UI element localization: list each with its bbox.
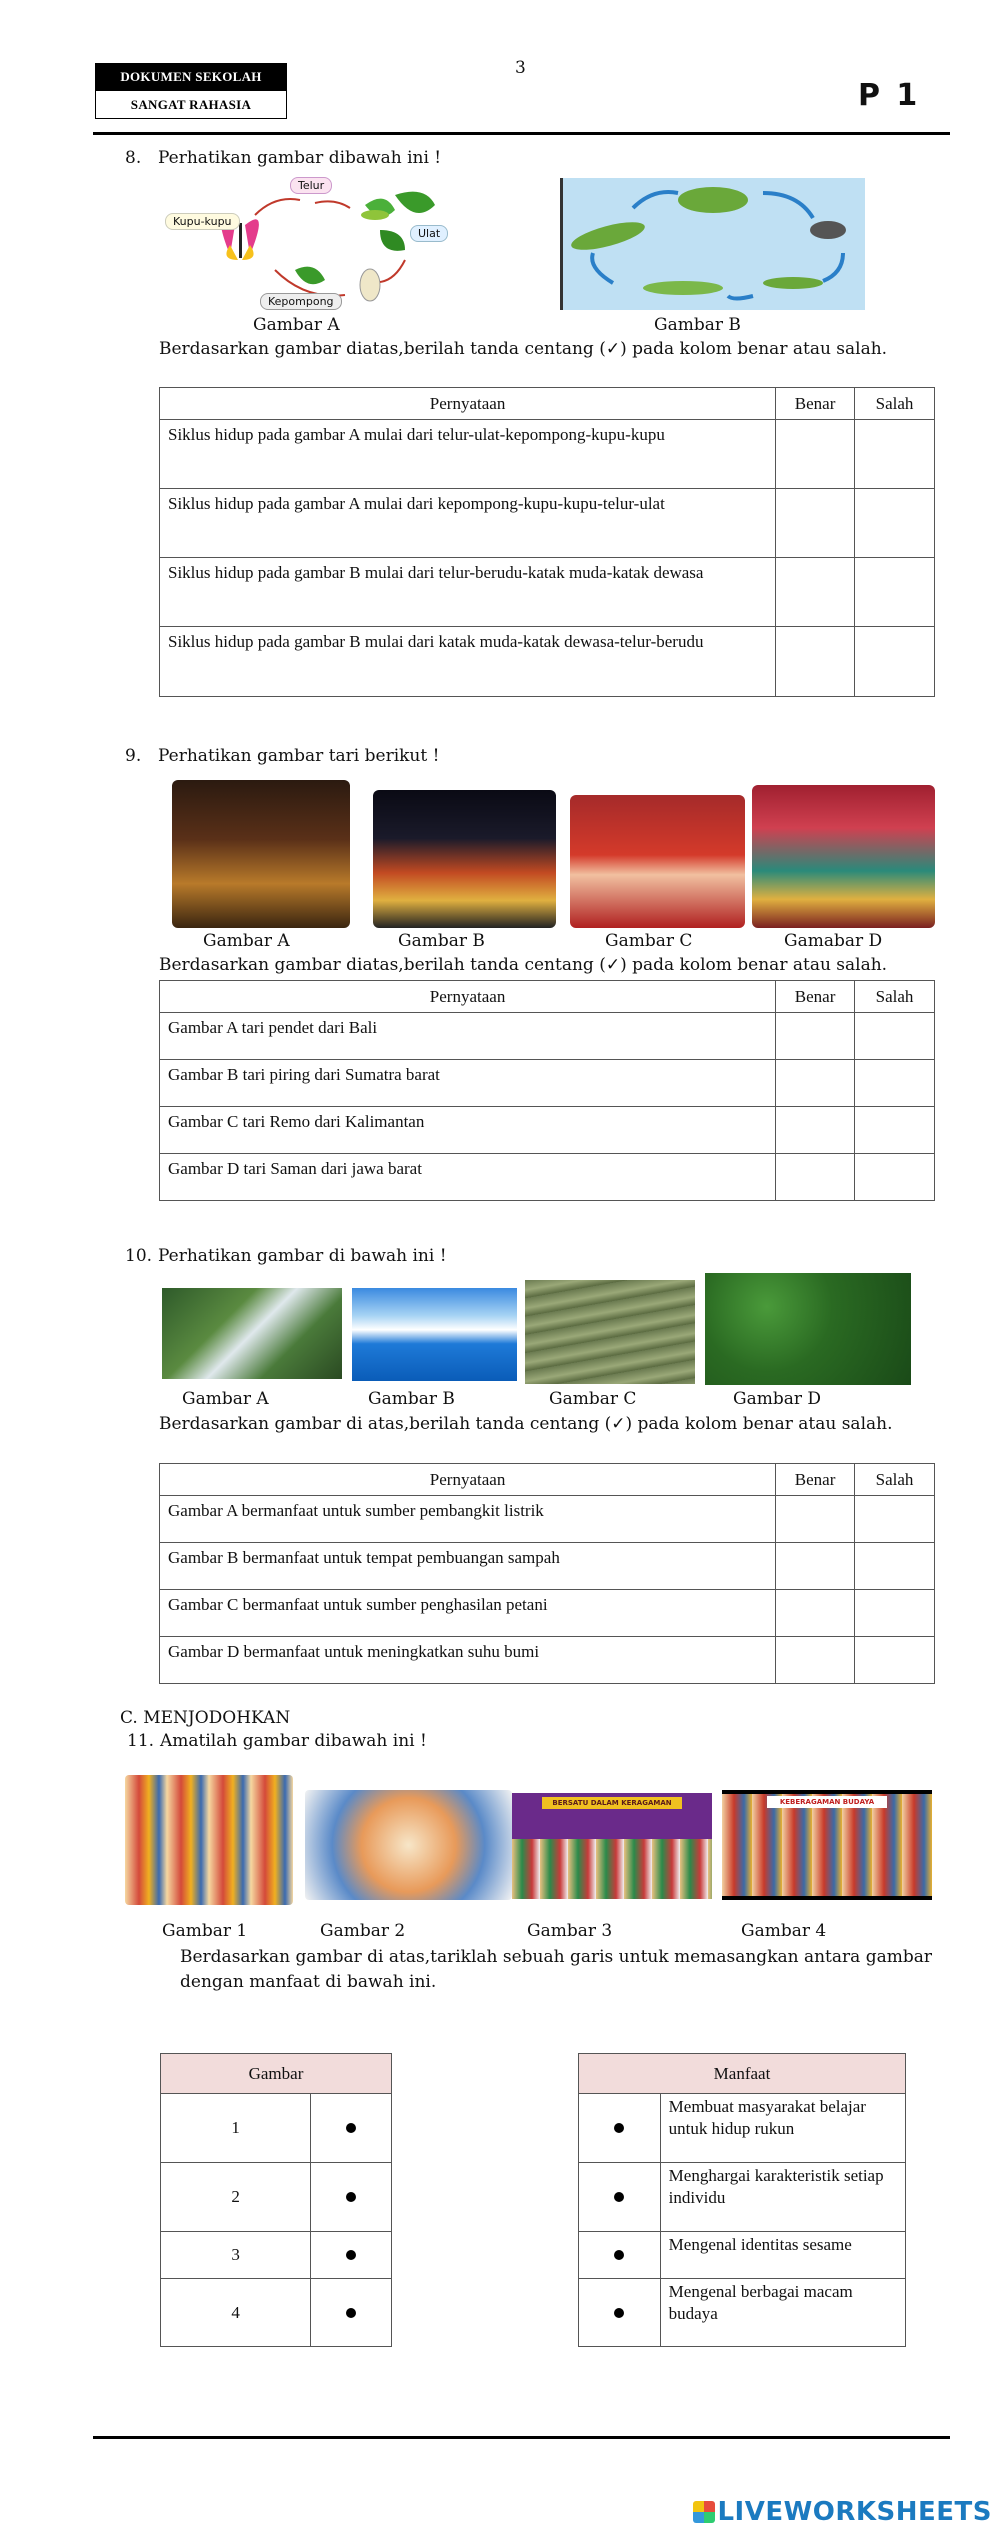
document-code: P 1 [858, 78, 921, 113]
frog-lifecycle-diagram [560, 178, 865, 310]
table-row [160, 1107, 935, 1154]
rice-terrace-photo [525, 1280, 695, 1384]
dance-photo-a [172, 780, 350, 928]
gambar-number: 1 [161, 2094, 311, 2163]
question-number: 10. [125, 1246, 153, 1266]
dot-icon [614, 2123, 624, 2133]
caption-gambar-a: Gambar A [203, 931, 290, 951]
stamp-bottom: SANGAT RAHASIA [96, 91, 286, 118]
caption-gambar-d: Gambar D [733, 1389, 822, 1409]
table-row [579, 2279, 906, 2347]
liveworksheets-logo [693, 2497, 992, 2527]
question-9 [125, 746, 439, 766]
question-text: Perhatikan gambar di bawah ini ! [158, 1246, 447, 1266]
manfaat-text: Membuat masyarakat belajar untuk hidup rukun [660, 2094, 905, 2163]
salah-checkbox[interactable] [855, 1496, 935, 1543]
matching-table-manfaat [578, 2053, 906, 2347]
question-number: 11. [127, 1731, 155, 1751]
question-text: Amatilah gambar dibawah ini ! [160, 1731, 427, 1751]
footer-rule [93, 2436, 950, 2439]
question-number: 9. [125, 746, 142, 766]
manfaat-text: Menghargai karakteristik setiap individu [660, 2163, 905, 2232]
table-row [160, 489, 935, 558]
header-pernyataan: Pernyataan [160, 388, 776, 420]
salah-checkbox[interactable] [855, 1590, 935, 1637]
salah-checkbox[interactable] [855, 1543, 935, 1590]
header-salah: Salah [855, 981, 935, 1013]
benar-checkbox[interactable] [776, 558, 855, 627]
header-rule [93, 132, 950, 135]
match-dot-right[interactable] [579, 2094, 661, 2163]
header-salah: Salah [855, 1464, 935, 1496]
caption-gambar-1: Gambar 1 [162, 1921, 248, 1941]
salah-checkbox[interactable] [855, 1637, 935, 1684]
statement-table-q10 [159, 1463, 935, 1684]
caption-gambar-4: Gambar 4 [741, 1921, 827, 1941]
table-row [579, 2094, 906, 2163]
gambar-header: Gambar [161, 2054, 392, 2094]
gambar-2-picture [305, 1790, 512, 1900]
benar-checkbox[interactable] [776, 627, 855, 697]
question-10 [125, 1246, 447, 1266]
gambar-1-picture [125, 1775, 293, 1905]
stamp-top: DOKUMEN SEKOLAH [96, 64, 286, 91]
statement-cell: Siklus hidup pada gambar A mulai dari kepompong-kupu-kupu-telur-ulat [160, 489, 776, 558]
caption-gambar-a: Gambar A [182, 1389, 269, 1409]
banner-text: BERSATU DALAM KERAGAMAN [542, 1797, 682, 1809]
manfaat-header: Manfaat [579, 2054, 906, 2094]
statement-table-q9 [159, 980, 935, 1201]
statement-cell: Gambar C bermanfaat untuk sumber penghasilan petani [160, 1590, 776, 1637]
table-row [160, 420, 935, 489]
salah-checkbox[interactable] [855, 1107, 935, 1154]
caption-gambar-b: Gambar B [654, 315, 741, 335]
header-pernyataan: Pernyataan [160, 981, 776, 1013]
logo-text: LIVEWORKSHEETS [717, 2497, 992, 2527]
table-row [160, 1590, 935, 1637]
header-salah: Salah [855, 388, 935, 420]
gambar-number: 2 [161, 2163, 311, 2232]
table-row [160, 1496, 935, 1543]
header-benar: Benar [776, 388, 855, 420]
matching-table-gambar [160, 2053, 392, 2347]
question-text: Perhatikan gambar dibawah ini ! [158, 148, 442, 168]
section-c-title: C. MENJODOHKAN [120, 1708, 291, 1728]
caption-gambar-3: Gambar 3 [527, 1921, 613, 1941]
gambar-4-picture [722, 1790, 932, 1900]
statement-cell: Gambar B bermanfaat untuk tempat pembuangan sampah [160, 1543, 776, 1590]
salah-checkbox[interactable] [855, 420, 935, 489]
table-row [160, 1154, 935, 1201]
dance-photo-d [752, 785, 935, 928]
statement-cell: Siklus hidup pada gambar A mulai dari telur-ulat-kepompong-kupu-kupu [160, 420, 776, 489]
statement-cell: Gambar B tari piring dari Sumatra barat [160, 1060, 776, 1107]
match-dot-left[interactable] [311, 2232, 392, 2279]
instruction-q11-line1: Berdasarkan gambar di atas,tariklah sebuah garis untuk memasangkan antara gambar [180, 1947, 932, 1967]
benar-checkbox[interactable] [776, 1496, 855, 1543]
match-dot-right[interactable] [579, 2232, 661, 2279]
benar-checkbox[interactable] [776, 1637, 855, 1684]
table-row [160, 1060, 935, 1107]
logo-icon [693, 2501, 715, 2523]
page-number: 3 [515, 58, 526, 78]
instruction-q8: Berdasarkan gambar diatas,berilah tanda centang (✓) pada kolom benar atau salah. [159, 339, 888, 359]
salah-checkbox[interactable] [855, 1013, 935, 1060]
match-dot-left[interactable] [311, 2279, 392, 2347]
caption-gambar-2: Gambar 2 [320, 1921, 406, 1941]
statement-table-q8 [159, 387, 935, 697]
caption-gambar-c: Gambar C [549, 1389, 637, 1409]
benar-checkbox[interactable] [776, 1013, 855, 1060]
match-dot-left[interactable] [311, 2094, 392, 2163]
table-row [161, 2232, 392, 2279]
benar-checkbox[interactable] [776, 420, 855, 489]
caption-gambar-b: Gambar B [368, 1389, 455, 1409]
statement-cell: Gambar D tari Saman dari jawa barat [160, 1154, 776, 1201]
statement-cell: Gambar C tari Remo dari Kalimantan [160, 1107, 776, 1154]
table-row [160, 627, 935, 697]
table-row [579, 2163, 906, 2232]
statement-cell: Gambar D bermanfaat untuk meningkatkan suhu bumi [160, 1637, 776, 1684]
label-ulat: Ulat [410, 225, 448, 242]
dot-icon [346, 2123, 356, 2133]
match-dot-left[interactable] [311, 2163, 392, 2232]
dot-icon [614, 2250, 624, 2260]
benar-checkbox[interactable] [776, 489, 855, 558]
dot-icon [614, 2192, 624, 2202]
dance-photo-c [570, 795, 745, 928]
salah-checkbox[interactable] [855, 489, 935, 558]
forest-photo [705, 1273, 911, 1385]
table-row [160, 558, 935, 627]
table-row [579, 2232, 906, 2279]
benar-checkbox[interactable] [776, 1543, 855, 1590]
salah-checkbox[interactable] [855, 1060, 935, 1107]
dot-icon [346, 2308, 356, 2318]
question-8 [125, 148, 441, 168]
sea-photo [352, 1288, 517, 1381]
banner-text: KEBERAGAMAN BUDAYA [767, 1796, 887, 1808]
river-photo [162, 1288, 342, 1379]
statement-cell: Gambar A tari pendet dari Bali [160, 1013, 776, 1060]
table-row [161, 2279, 392, 2347]
gambar-number: 4 [161, 2279, 311, 2347]
manfaat-text: Mengenal berbagai macam budaya [660, 2279, 905, 2347]
dance-photo-b [373, 790, 556, 928]
match-dot-right[interactable] [579, 2163, 661, 2232]
dot-icon [346, 2250, 356, 2260]
table-row [161, 2163, 392, 2232]
dot-icon [614, 2308, 624, 2318]
salah-checkbox[interactable] [855, 558, 935, 627]
question-11 [127, 1731, 427, 1751]
question-text: Perhatikan gambar tari berikut ! [158, 746, 440, 766]
salah-checkbox[interactable] [855, 1154, 935, 1201]
statement-cell: Siklus hidup pada gambar B mulai dari telur-berudu-katak muda-katak dewasa [160, 558, 776, 627]
document-stamp [95, 63, 287, 119]
caption-gambar-a: Gambar A [253, 315, 340, 335]
question-number: 8. [125, 148, 142, 168]
header-pernyataan: Pernyataan [160, 1464, 776, 1496]
table-row [160, 1013, 935, 1060]
statement-cell: Siklus hidup pada gambar B mulai dari katak muda-katak dewasa-telur-berudu [160, 627, 776, 697]
benar-checkbox[interactable] [776, 1154, 855, 1201]
caption-gambar-c: Gambar C [605, 931, 693, 951]
label-kepompong: Kepompong [260, 293, 342, 310]
dot-icon [346, 2192, 356, 2202]
caption-gambar-b: Gambar B [398, 931, 485, 951]
table-row [161, 2094, 392, 2163]
table-row [160, 1543, 935, 1590]
benar-checkbox[interactable] [776, 1590, 855, 1637]
salah-checkbox[interactable] [855, 627, 935, 697]
label-kupu-kupu: Kupu-kupu [165, 213, 240, 230]
caption-gambar-d: Gamabar D [784, 931, 883, 951]
benar-checkbox[interactable] [776, 1060, 855, 1107]
manfaat-text: Mengenal identitas sesame [660, 2232, 905, 2279]
table-row [160, 1637, 935, 1684]
instruction-q9: Berdasarkan gambar diatas,berilah tanda centang (✓) pada kolom benar atau salah. [159, 955, 888, 975]
gambar-number: 3 [161, 2232, 311, 2279]
label-telur: Telur [290, 177, 332, 194]
instruction-q10: Berdasarkan gambar di atas,berilah tanda centang (✓) pada kolom benar atau salah. [159, 1414, 893, 1434]
instruction-q11-line2: dengan manfaat di bawah ini. [180, 1972, 437, 1992]
header-benar: Benar [776, 981, 855, 1013]
statement-cell: Gambar A bermanfaat untuk sumber pembangkit listrik [160, 1496, 776, 1543]
gambar-3-picture [512, 1793, 712, 1899]
benar-checkbox[interactable] [776, 1107, 855, 1154]
header-benar: Benar [776, 1464, 855, 1496]
butterfly-lifecycle-diagram [165, 175, 485, 315]
match-dot-right[interactable] [579, 2279, 661, 2347]
